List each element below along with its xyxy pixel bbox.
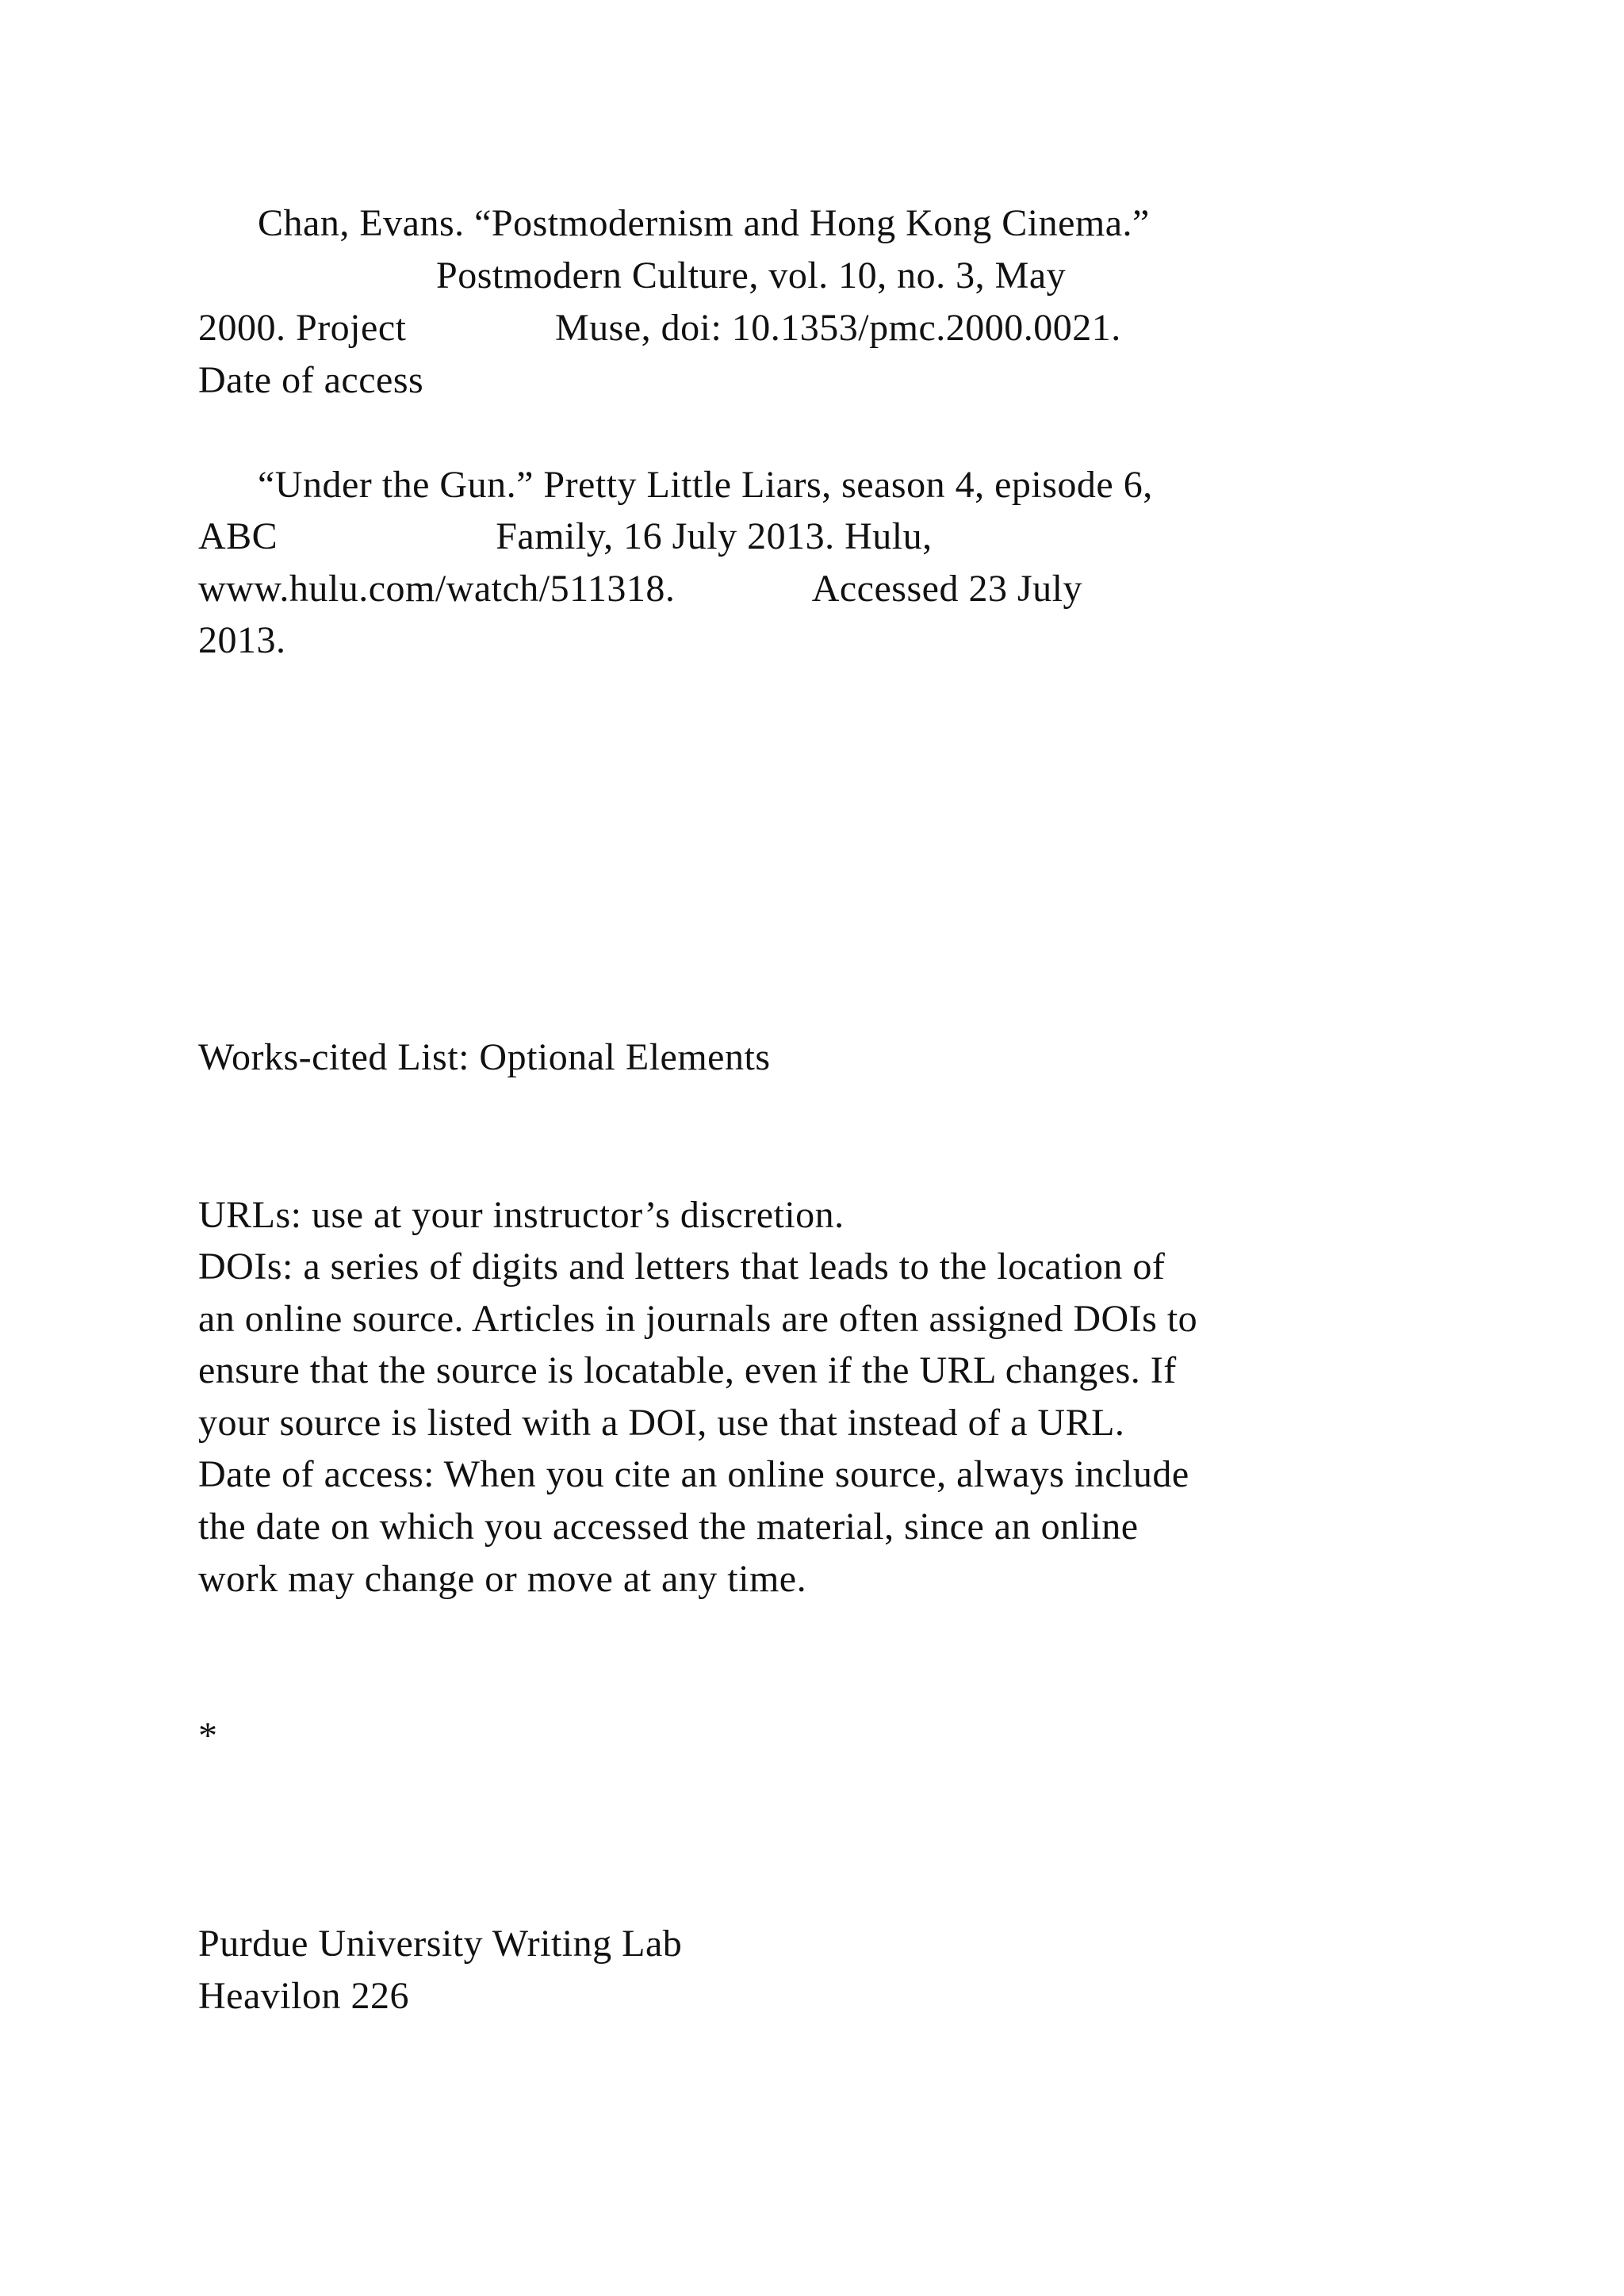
body-line-4: ensure that the source is locatable, even if the URL changes. If [198,1349,1177,1391]
citation-gun-line-1: “Under the Gun.” Pretty Little Liars, season 4, episode 6, [198,464,1153,506]
body-line-7: the date on which you accessed the material, since an online [198,1506,1139,1548]
section-heading: Works-cited List: Optional Elements [198,1036,771,1078]
citation-chan-line-1: Chan, Evans. “Postmodernism and Hong Kong Cinema.” [198,202,1150,244]
citation-chan-line-2: Postmodern Culture, vol. 10, no. 3, May [198,254,1067,297]
body-line-2: DOIs: a series of digits and letters that leads to the location of [198,1246,1166,1288]
body-line-1: URLs: use at your instructor’s discretion. [198,1194,845,1236]
citation-gun-line-2: ABC Family, 16 July 2013. Hulu, [198,515,933,557]
body-line-8: work may change or move at any time. [198,1558,807,1600]
citation-gun-line-4: 2013. [198,619,286,661]
citation-gun-line-3: www.hulu.com/watch/511318. Accessed 23 July [198,568,1082,610]
body-line-5: your source is listed with a DOI, use that instead of a URL. [198,1402,1125,1444]
citation-chan-line-3: 2000. Project Muse, doi: 10.1353/pmc.2000.0021. [198,307,1121,349]
footer-location: Heavilon 226 [198,1975,409,2017]
footer-organization: Purdue University Writing Lab [198,1923,683,1965]
body-line-3: an online source. Articles in journals are often assigned DOIs to [198,1298,1198,1340]
body-line-6: Date of access: When you cite an online source, always include [198,1453,1189,1495]
citation-chan-line-4: Date of access [198,359,424,401]
separator-asterisk: * [198,1715,218,1757]
